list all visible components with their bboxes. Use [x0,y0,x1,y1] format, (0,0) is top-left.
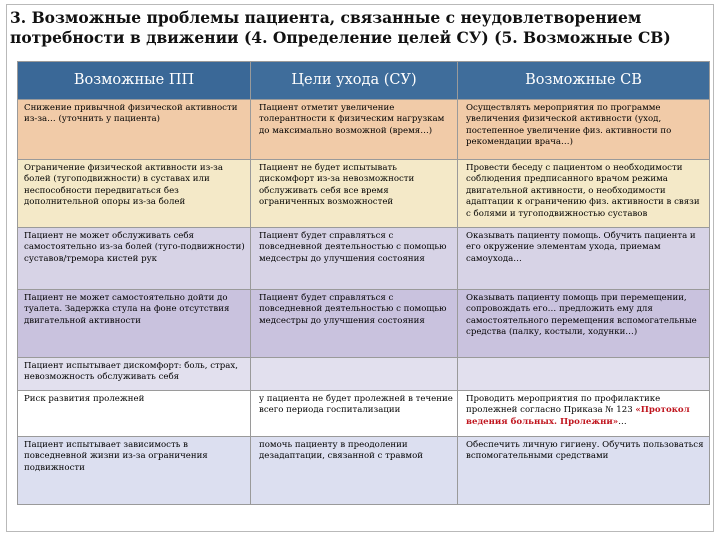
goal-cell: Пациент отметит увеличение толерантности к физическим нагрузкам до максимально возможной (время…) [251,100,458,160]
problem-cell: Риск развития пролежней [18,391,251,437]
header-problems: Возможные ПП [18,62,251,100]
slide-title: 3. Возможные проблемы пациента, связанные с неудовлетворением потребности в движении (4. Определение целей СУ) (5. Возможные СВ) [10,8,671,47]
header-goals: Цели ухода (СУ) [251,62,458,100]
header-interventions: Возможные СВ [458,62,710,100]
intervention-cell: Осуществлять мероприятия по программе увеличения физической активности (уход, постепенное увеличение физ. активности по рекомендации врача…) [458,100,710,160]
intervention-cell: Провести беседу с пациентом о необходимости соблюдения предписанного врачом режима двигательной активности, о необходимости адаптации к ограничению физ. активности в связи с болями и тугоподвижностью суставов [458,160,710,228]
table-row [18,228,710,290]
problem-cell: Пациент не может самостоятельно дойти до туалета. Задержка стула на фоне отсутствия двигательной активности [18,290,251,358]
intervention-text: Проводить мероприятия по профилактике пролежней согласно Приказа № 123 [466,394,661,416]
table-row [18,437,710,505]
protocol-highlight: «Протокол ведения больных. Пролежни» [466,405,690,427]
problem-cell: Ограничение физической активности из-за болей (тугоподвижности) в суставах или неспособности передвигаться без дополнительной опоры из-за болей [18,160,251,228]
table-row [18,391,710,437]
table-header-row [18,62,710,100]
table-row [18,100,710,160]
problem-cell: Пациент испытывает зависимость в повседневной жизни из-за ограничения подвижности [18,437,251,505]
goal-cell: Пациент будет справляться с повседневной деятельностью с помощью медсестры до улучшения состояния [251,290,458,358]
table-row [18,358,710,391]
intervention-cell: Оказывать пациенту помощь при перемещении, сопровождать его… предложить ему для самостоятельного перемещения вспомогательные средства (палку, костыли, ходунки…) [458,290,710,358]
intervention-cell [458,391,710,437]
problem-cell: Пациент испытывает дискомфорт: боль, страх, невозможность обслуживать себя [18,358,251,391]
problem-cell: Снижение привычной физической активности из-за… (уточнить у пациента) [18,100,251,160]
goal-cell: у пациента не будет пролежней в течение всего периода госпитализации [251,391,458,437]
goal-cell: Пациент будет справляться с повседневной деятельностью с помощью медсестры до улучшения состояния [251,228,458,290]
problem-cell: Пациент не может обслуживать себя самостоятельно из-за болей (туго-подвижности) суставов/тремора кистей рук [18,228,251,290]
intervention-cell [458,358,710,391]
table-row [18,160,710,228]
table-row [18,290,710,358]
goal-cell: Пациент не будет испытывать дискомфорт из-за невозможности обслуживать себя все время ограниченных возможностей [251,160,458,228]
care-plan-table [17,61,710,505]
intervention-cell: Оказывать пациенту помощь. Обучить пациента и его окружение элементам ухода, приемам самоухода… [458,228,710,290]
intervention-text-end: … [618,416,627,427]
intervention-cell: Обеспечить личную гигиену. Обучить пользоваться вспомогательными средствами [458,437,710,505]
goal-cell: помочь пациенту в преодолении дезадаптации, связанной с травмой [251,437,458,505]
goal-cell [251,358,458,391]
